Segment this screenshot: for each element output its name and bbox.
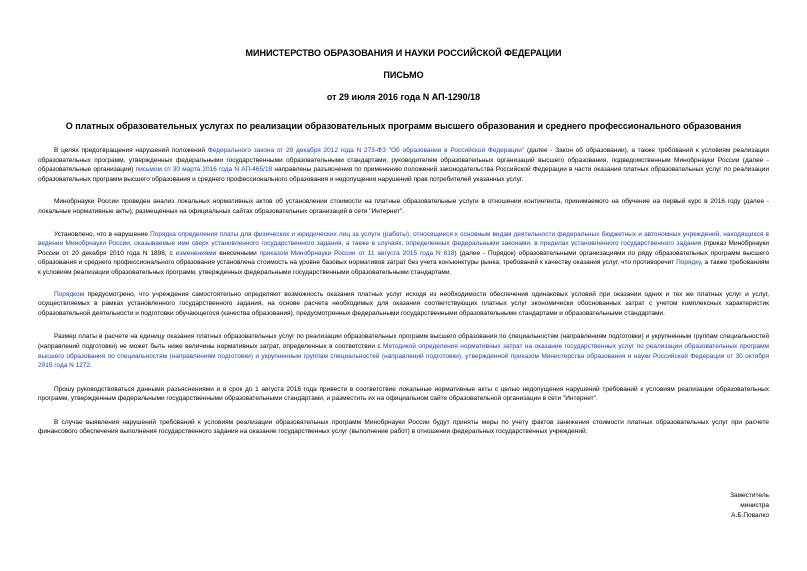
paragraph-text: , а также требованиям к условиям реализации образовательных программ, утвержденных федеральными государственными образовательными стандартами. [38,259,769,276]
paragraph-text: (приказ Минобрнауки России от 20 декабря 2010 года N 1898, с [38,240,769,257]
paragraph-text: внесенными [216,249,260,257]
paragraph-7 [38,418,769,437]
paragraph-6 [38,385,769,404]
paragraph-1 [38,146,769,184]
document-subject: О платных образовательных услугах по реализации образовательных программ высшего образования и среднего профессионального образования [65,121,742,131]
paragraph-4 [38,290,769,319]
paragraph-text: В случае выявления нарушений требований к условиям реализации образовательных программ Минобрнауки России будут приняты меры по учету фактов занижения стоимости платных образовательных услуг при расчете финансового обеспечения выполнения государственного задания на оказание государственных услуг (выполнение работ) в отношении федеральных государственных учреждений. [38,418,769,436]
document-type-heading: ПИСЬМО [383,70,424,80]
paragraph-text: направлены разъяснения по применению положений законодательства Российской Федерации в части оказания платных образовательных услуг по реализации образовательных программ высшего образования и среднего профессионального образования и недопущения нарушений прав потребителей указанных услуг. [38,166,769,183]
paragraph-text: Установлено, что в нарушение [54,230,151,238]
signature-name: А.Б.Повалко [731,512,769,519]
paragraph-2 [38,197,769,216]
paragraph-text: предусмотрено, что учреждения самостоятельно определяют возможность оказания платных услуг исходя из необходимости обеспечения одинаковых условий при оказании одних и тех же платных услуг и услуг, осуществляемых в рамках установленного государственного задания, на основе расчета необходимых для оказания соответствующих платных услуг экономически обоснованных затрат с учетом комплексных характеристик образовательной деятельности и подготовки обучающегося (качества образования), предусмотренных федеральными государственными образовательными стандартами и образовательными стандартами. [38,290,769,317]
ministry-heading: МИНИСТЕРСТВО ОБРАЗОВАНИЯ И НАУКИ РОССИЙСКОЙ ФЕДЕРАЦИИ [245,48,562,58]
paragraph-text: Прошу руководствоваться данными разъяснениями и в срок до 1 августа 2016 года привести в соответствие локальные нормативные акты с целью недопущения нарушений требований к условиям реализации образовательных программ, утвержденным федеральными государственными образовательными стандартами, и разместить их на официальном сайте образовательной организации в сети "Интернет". [38,385,769,403]
paragraph-text: Минобрнауки России проведен анализ локальных нормативных актов об установлении стоимости на платные образовательные услуги в отношении контингента, принимаемого на обучение на первый курс в 2016 году (далее - локальные нормативные акты), размещенных на официальных сайтах образовательных организаций в сети "Интернет". [38,198,769,215]
paragraph-5 [38,332,769,370]
document-date-number: от 29 июля 2016 года N АП-1290/18 [326,92,481,102]
paragraph-text: Размер платы в расчете на единицу оказания платных образовательных услуг по реализации образовательных программ высшего образования по специальностям (направлениям подготовки) и укрупненным группам специальностей (направлений подготовки) не может быть ниже величины нормативных затрат, определенных в соответствии с [38,333,769,350]
paragraph-3 [38,230,769,278]
methodology-order-1272-link[interactable]: Методикой определения нормативных затрат на оказание государственных услуг по реализации образовательных программ высшего образования по специальностям (направлениям подготовки) и укрупненным группам специальностей (направлений подготовки), утвержденной приказом Министерства образования и науки Российской Федерации от 30 октября 2015 года N 1272 [38,342,769,370]
amendments-link[interactable]: изменениями [175,249,217,257]
paragraph-text: ) (далее - Порядок) образовательными организациями по ряду образовательных программ высшего образования и среднего профессионального образования установлена стоимость на уровне базовых нормативов затрат без учета конъюнктуры рынка, требований к качеству оказания услуг, что противоречит [38,249,769,267]
letter-ap-465-link[interactable]: письмом от 30 марта 2016 года N АП-465/18 [135,166,273,174]
signature-position-2: министра [740,502,769,509]
signature-block [730,491,769,521]
procedure-link[interactable]: Порядку [676,259,701,267]
document-page [38,40,769,437]
paragraph-text: (далее - Закон об образовании), а также требований к условиям реализации образовательных программ, утвержденных федеральными государственными образовательными стандартами, руководителям образовательных организаций высшего образования, подведомственным Минобрнауки России (далее - образовательные организации) [38,147,769,174]
paragraph-text: В целях предотвращения нарушений положений [54,147,208,154]
signature-position: Заместитель [730,492,769,499]
federal-law-link[interactable]: Федерального закона от 29 декабря 2012 года N 273-ФЗ "Об образовании в Российской Федерации" [207,147,525,154]
paragraph-text: . [90,362,92,370]
order-818-link[interactable]: приказом Минобрнауки России от 11 августа 2015 года N 818 [259,249,455,257]
procedure-link[interactable]: Порядком [54,290,85,298]
payment-procedure-link[interactable]: Порядка определения платы для физических и юридических лиц за услуги (работы), относящиеся к основным видам деятельности федеральных бюджетных и автономных учреждений, находящихся в ведении Минобрнауки России, оказываемые ими сверх установленного государственного задания, а также в случаях, определенных федеральными законами, в пределах установленного государственного задания [38,230,769,248]
